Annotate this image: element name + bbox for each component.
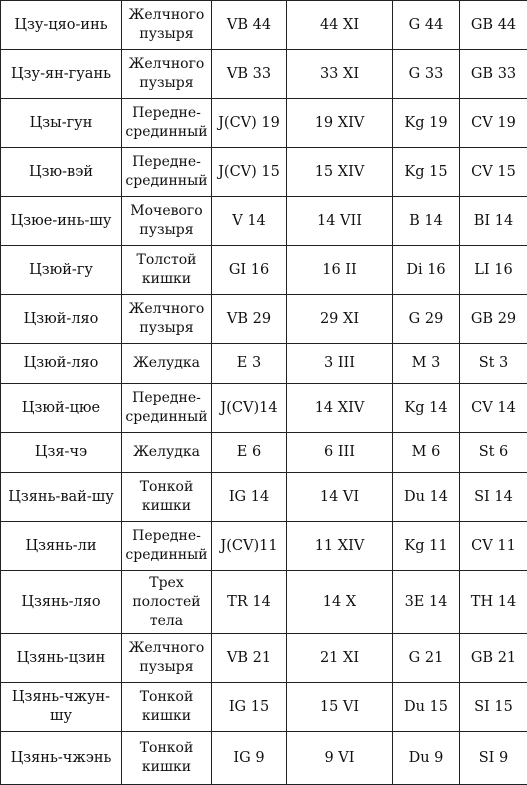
meridian-cell-line: Желчного [124, 6, 209, 25]
code-german-cell: Kg 14 [393, 384, 460, 433]
code-roman-cell: 33 XI [287, 50, 393, 99]
meridian-cell-line: кишки [124, 707, 209, 726]
meridian-cell-line: срединный [124, 172, 209, 191]
code-french-cell: VB 21 [212, 634, 287, 683]
code-french-cell: TR 14 [212, 571, 287, 634]
table-row [1, 571, 527, 634]
table-row [1, 50, 527, 99]
code-english-cell: SI 14 [460, 473, 527, 522]
point-name-cell [1, 246, 122, 295]
code-german-cell: G 21 [393, 634, 460, 683]
point-name-cell [1, 148, 122, 197]
code-german-cell: Du 9 [393, 732, 460, 785]
point-name-cell-line: Цзюе-инь-шу [3, 212, 119, 231]
meridian-cell [122, 433, 212, 473]
meridian-cell-line: Передне- [124, 527, 209, 546]
point-name-cell [1, 683, 122, 732]
meridian-cell-line: Тонкой [124, 688, 209, 707]
code-german-cell: M 6 [393, 433, 460, 473]
code-english-cell: BI 14 [460, 197, 527, 246]
code-french-cell: J(CV)11 [212, 522, 287, 571]
point-name-cell [1, 522, 122, 571]
table-row [1, 197, 527, 246]
point-name-cell-line: Цзюй-цюе [3, 399, 119, 418]
point-name-cell [1, 99, 122, 148]
code-german-cell: 3E 14 [393, 571, 460, 634]
point-name-cell-line: Цзянь-ляо [3, 593, 119, 612]
point-name-cell [1, 732, 122, 785]
code-roman-cell: 9 VI [287, 732, 393, 785]
code-roman-cell: 16 II [287, 246, 393, 295]
code-roman-cell: 14 X [287, 571, 393, 634]
table-row [1, 246, 527, 295]
code-roman-cell: 44 XI [287, 1, 393, 50]
meridian-cell-line: пузыря [124, 74, 209, 93]
meridian-cell [122, 344, 212, 384]
point-name-cell [1, 473, 122, 522]
code-roman-cell: 14 XIV [287, 384, 393, 433]
code-german-cell: Kg 15 [393, 148, 460, 197]
code-english-cell: GB 29 [460, 295, 527, 344]
meridian-cell-line: пузыря [124, 25, 209, 44]
meridian-cell-line: кишки [124, 497, 209, 516]
code-english-cell: GB 21 [460, 634, 527, 683]
code-english-cell: St 3 [460, 344, 527, 384]
code-english-cell: CV 11 [460, 522, 527, 571]
point-name-cell [1, 197, 122, 246]
code-french-cell: IG 14 [212, 473, 287, 522]
table-row [1, 99, 527, 148]
meridian-cell-line: Толстой [124, 251, 209, 270]
table-row [1, 295, 527, 344]
point-name-cell-line: Цзю-вэй [3, 163, 119, 182]
meridian-cell [122, 148, 212, 197]
code-english-cell: GB 33 [460, 50, 527, 99]
code-french-cell: J(CV) 15 [212, 148, 287, 197]
code-french-cell: J(CV) 19 [212, 99, 287, 148]
code-french-cell: VB 29 [212, 295, 287, 344]
meridian-cell [122, 683, 212, 732]
code-german-cell: G 33 [393, 50, 460, 99]
table-row [1, 522, 527, 571]
table-row [1, 433, 527, 473]
code-roman-cell: 29 XI [287, 295, 393, 344]
point-name-cell [1, 1, 122, 50]
meridian-cell-line: Передне- [124, 389, 209, 408]
code-english-cell: LI 16 [460, 246, 527, 295]
point-name-cell [1, 571, 122, 634]
table-row [1, 1, 527, 50]
code-french-cell: E 3 [212, 344, 287, 384]
meridian-cell-line: срединный [124, 408, 209, 427]
meridian-cell [122, 1, 212, 50]
code-german-cell: B 14 [393, 197, 460, 246]
code-roman-cell: 14 VI [287, 473, 393, 522]
code-french-cell: IG 15 [212, 683, 287, 732]
meridian-cell-line: Желчного [124, 55, 209, 74]
point-name-cell-line: Цзу-ян-гуань [3, 65, 119, 84]
code-french-cell: E 6 [212, 433, 287, 473]
code-english-cell: TH 14 [460, 571, 527, 634]
meridian-cell [122, 473, 212, 522]
code-french-cell: IG 9 [212, 732, 287, 785]
point-name-cell-line: Цзы-гун [3, 114, 119, 133]
code-roman-cell: 19 XIV [287, 99, 393, 148]
code-german-cell: Di 16 [393, 246, 460, 295]
meridian-cell [122, 522, 212, 571]
code-english-cell: CV 15 [460, 148, 527, 197]
code-german-cell: G 29 [393, 295, 460, 344]
meridian-cell-line: срединный [124, 123, 209, 142]
meridian-cell-line: пузыря [124, 221, 209, 240]
meridian-cell-line: Желудка [124, 443, 209, 462]
code-english-cell: CV 14 [460, 384, 527, 433]
table-row [1, 634, 527, 683]
code-roman-cell: 14 VII [287, 197, 393, 246]
meridian-cell-line: Желудка [124, 354, 209, 373]
point-name-cell-line: Цзюй-ляо [3, 354, 119, 373]
table-row [1, 384, 527, 433]
code-roman-cell: 15 VI [287, 683, 393, 732]
point-name-cell-line: Цзу-цяо-инь [3, 16, 119, 35]
code-german-cell: M 3 [393, 344, 460, 384]
code-english-cell: GB 44 [460, 1, 527, 50]
meridian-cell [122, 295, 212, 344]
code-german-cell: Kg 19 [393, 99, 460, 148]
code-roman-cell: 11 XIV [287, 522, 393, 571]
meridian-cell-line: кишки [124, 270, 209, 289]
meridian-cell-line: полостей [124, 593, 209, 612]
code-english-cell: SI 9 [460, 732, 527, 785]
table-row [1, 344, 527, 384]
point-name-cell [1, 433, 122, 473]
code-french-cell: GI 16 [212, 246, 287, 295]
point-name-cell-line: Цзюй-гу [3, 261, 119, 280]
code-roman-cell: 3 III [287, 344, 393, 384]
meridian-cell [122, 99, 212, 148]
table-row [1, 732, 527, 785]
table-row [1, 148, 527, 197]
point-name-cell [1, 344, 122, 384]
meridian-cell-line: Трех [124, 574, 209, 593]
point-name-cell [1, 295, 122, 344]
meridian-cell-line: Желчного [124, 639, 209, 658]
meridian-cell [122, 571, 212, 634]
code-french-cell: J(CV)14 [212, 384, 287, 433]
meridian-cell [122, 732, 212, 785]
meridian-cell-line: срединный [124, 546, 209, 565]
code-english-cell: SI 15 [460, 683, 527, 732]
meridian-cell [122, 634, 212, 683]
point-name-cell-line: Цзя-чэ [3, 443, 119, 462]
meridian-cell [122, 246, 212, 295]
point-name-cell [1, 384, 122, 433]
meridian-cell-line: Желчного [124, 300, 209, 319]
code-english-cell: St 6 [460, 433, 527, 473]
code-roman-cell: 21 XI [287, 634, 393, 683]
point-name-cell-line: шу [3, 707, 119, 726]
code-german-cell: Kg 11 [393, 522, 460, 571]
point-name-cell-line: Цзянь-чжэнь [3, 749, 119, 768]
meridian-cell-line: Передне- [124, 104, 209, 123]
point-name-cell-line: Цзянь-чжун- [3, 688, 119, 707]
meridian-cell [122, 50, 212, 99]
meridian-cell-line: Тонкой [124, 739, 209, 758]
code-english-cell: CV 19 [460, 99, 527, 148]
meridian-cell-line: Передне- [124, 153, 209, 172]
meridian-cell-line: пузыря [124, 319, 209, 338]
table-body [1, 1, 527, 785]
meridian-cell-line: тела [124, 612, 209, 631]
code-french-cell: VB 44 [212, 1, 287, 50]
point-name-cell-line: Цзянь-вай-шу [3, 488, 119, 507]
meridian-cell-line: кишки [124, 758, 209, 777]
code-french-cell: VB 33 [212, 50, 287, 99]
table-row [1, 473, 527, 522]
code-roman-cell: 6 III [287, 433, 393, 473]
code-roman-cell: 15 XIV [287, 148, 393, 197]
point-name-cell-line: Цзюй-ляо [3, 310, 119, 329]
code-german-cell: Du 14 [393, 473, 460, 522]
meridian-cell [122, 384, 212, 433]
code-french-cell: V 14 [212, 197, 287, 246]
meridian-cell [122, 197, 212, 246]
code-german-cell: Du 15 [393, 683, 460, 732]
code-german-cell: G 44 [393, 1, 460, 50]
table-row [1, 683, 527, 732]
meridian-cell-line: Мочевого [124, 202, 209, 221]
meridian-cell-line: пузыря [124, 658, 209, 677]
point-name-cell [1, 634, 122, 683]
point-name-cell [1, 50, 122, 99]
meridian-cell-line: Тонкой [124, 478, 209, 497]
point-name-cell-line: Цзянь-цзин [3, 649, 119, 668]
point-name-cell-line: Цзянь-ли [3, 537, 119, 556]
